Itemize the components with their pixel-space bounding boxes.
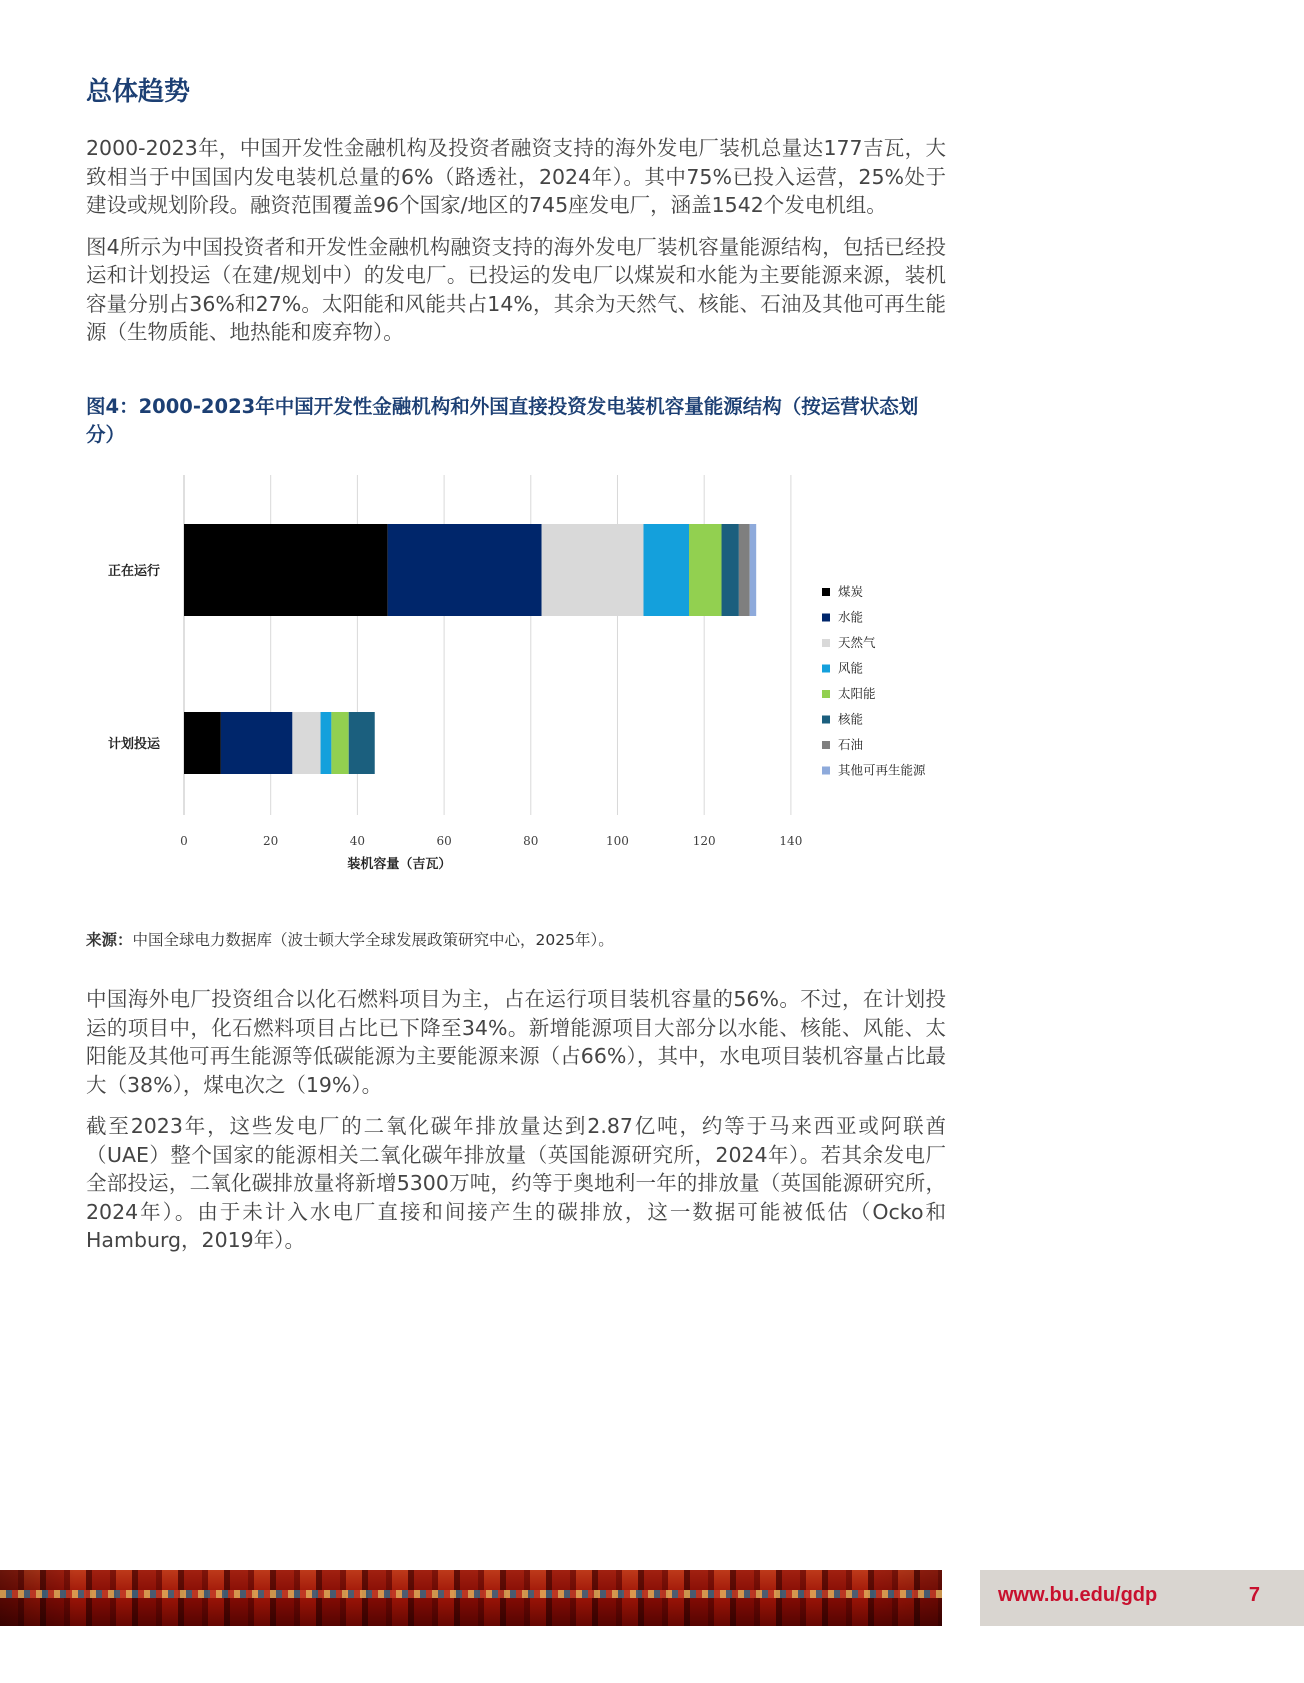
- page-number: 7: [1248, 1584, 1260, 1606]
- main-content: [86, 72, 946, 449]
- legend-label: 天然气: [838, 635, 876, 650]
- bar-segment: [388, 524, 542, 616]
- bar-segment: [292, 712, 320, 774]
- x-tick-label: 0: [180, 834, 188, 848]
- paragraph: 图4所示为中国投资者和开发性金融机构融资支持的海外发电厂装机容量能源结构，包括已经投运和计划投运（在建/规划中）的发电厂。已投运的发电厂以煤炭和水能为主要能源来源，装机容量分别占36%和27%。太阳能和风能共占14%，其余为天然气、核能、石油及其他可再生能源（生物质能、地热能和废弃物）。: [86, 234, 946, 344]
- source-text: 中国全球电力数据库（波士顿大学全球发展政策研究中心，2025年）。: [132, 931, 614, 949]
- x-axis-label: 装机容量（吉瓦）: [347, 857, 452, 872]
- legend-swatch: [822, 716, 830, 724]
- category-label: 计划投运: [107, 737, 161, 752]
- legend-swatch: [822, 614, 830, 622]
- paragraph: 2000-2023年，中国开发性金融机构及投资者融资支持的海外发电厂装机总量达177吉瓦，大致相当于中国国内发电装机总量的6%（路透社，2024年）。其中75%已投入运营，25%处于建设或规划阶段。融资范围覆盖96个国家/地区的745座发电厂，涵盖1542个发电机组。: [86, 136, 946, 217]
- x-tick-label: 40: [349, 834, 366, 848]
- legend-label: 石油: [838, 737, 864, 752]
- legend-swatch: [822, 767, 830, 775]
- footer-decorative-image: [0, 1570, 942, 1626]
- x-tick-label: 20: [263, 834, 279, 848]
- legend-swatch: [822, 690, 830, 698]
- legend-label: 其他可再生能源: [838, 762, 926, 778]
- x-tick-label: 120: [692, 834, 716, 848]
- bar-segment: [689, 524, 722, 616]
- legend-swatch: [822, 741, 830, 749]
- bar-segment: [750, 524, 757, 616]
- chart-svg: [86, 470, 966, 900]
- bar-segment: [331, 712, 348, 774]
- legend-label: 煤炭: [838, 584, 864, 599]
- bar-segment: [349, 712, 375, 774]
- bar-segment: [184, 524, 388, 616]
- paragraph: 截至2023年，这些发电厂的二氧化碳年排放量达到2.87亿吨，约等于马来西亚或阿联酋（UAE）整个国家的能源相关二氧化碳年排放量（英国能源研究所，2024年）。若其余发电厂全部投运，二氧化碳排放量将新增5300万吨，约等于奥地利一年的排放量（英国能源研究所，2024年）。由于未计入水电厂直接和间接产生的碳排放，这一数据可能被低估（Ocko和Hamburg，2019年）。: [86, 1114, 946, 1252]
- legend-label: 水能: [838, 609, 864, 625]
- legend-swatch: [822, 665, 830, 673]
- source-label: 来源：: [86, 931, 133, 949]
- lower-content: [86, 985, 946, 1268]
- x-tick-label: 100: [606, 834, 629, 848]
- footer-ornament-stripe: [0, 1590, 942, 1598]
- legend-swatch: [822, 588, 830, 596]
- bar-segment: [221, 712, 293, 774]
- bar-segment: [643, 524, 689, 616]
- paragraph: 中国海外电厂投资组合以化石燃料项目为主，占在运行项目装机容量的56%。不过，在计划投运的项目中，化石燃料项目占比已下降至34%。新增能源项目大部分以水能、核能、风能、太阳能及其他可再生能源等低碳能源为主要能源来源（占66%），其中，水电项目装机容量占比最大（38%），煤电次之（19%）。: [86, 987, 946, 1097]
- section-heading: 总体趋势: [86, 77, 191, 107]
- bar-segment: [542, 524, 644, 616]
- footer-bar: [980, 1570, 1304, 1626]
- legend-label: 核能: [838, 711, 864, 727]
- x-tick-label: 80: [523, 834, 539, 848]
- category-label: 正在运行: [107, 564, 161, 579]
- bar-segment: [739, 524, 750, 616]
- bar-segment: [321, 712, 332, 774]
- legend-label: 太阳能: [838, 686, 876, 701]
- legend-swatch: [822, 639, 830, 647]
- footer-url-link[interactable]: www.bu.edu/gdp: [998, 1584, 1158, 1606]
- x-tick-label: 60: [436, 834, 452, 848]
- legend-label: 风能: [838, 660, 864, 676]
- x-tick-label: 140: [779, 834, 803, 848]
- stacked-bar-chart: [86, 470, 966, 900]
- bar-segment: [184, 712, 221, 774]
- figure-source: [86, 928, 614, 950]
- bar-segment: [722, 524, 739, 616]
- figure-title: 图4：2000-2023年中国开发性金融机构和外国直接投资发电装机容量能源结构（按运营状态划分）: [86, 394, 919, 446]
